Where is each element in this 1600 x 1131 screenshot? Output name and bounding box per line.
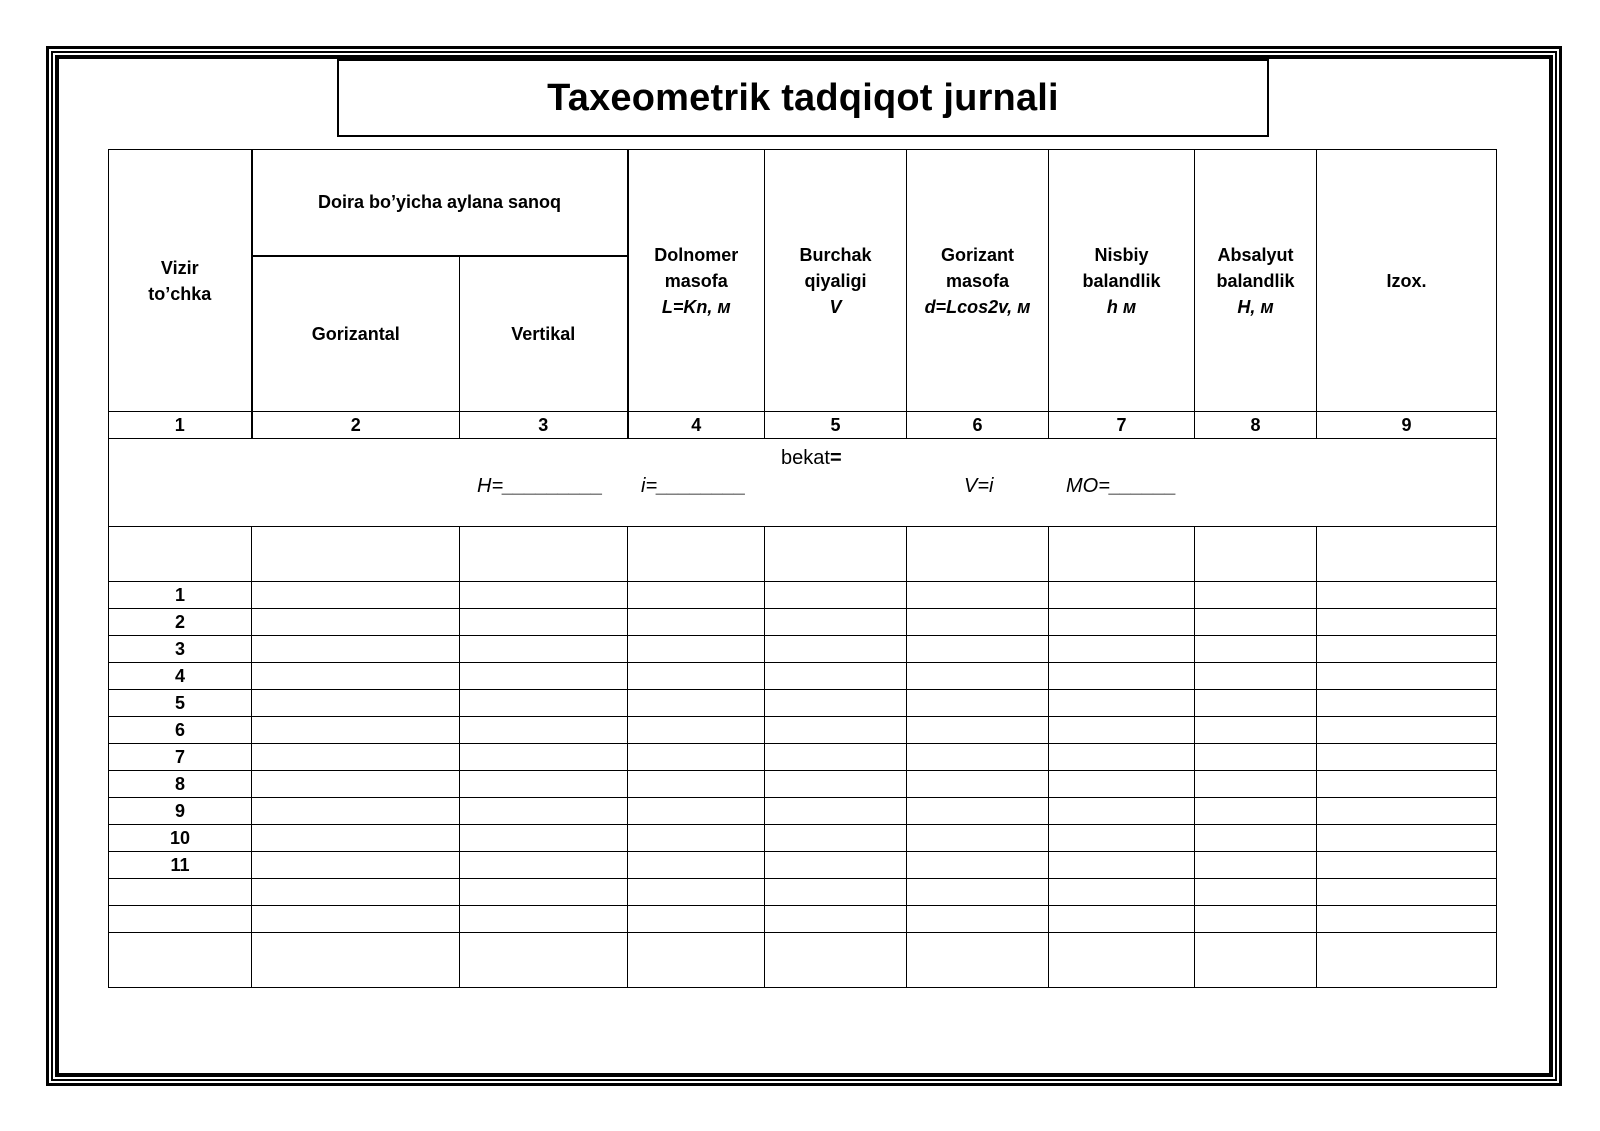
header-gorizant-line2: masofa xyxy=(945,270,1010,291)
header-burchak-qiyaligi xyxy=(765,150,907,412)
header-vizir-line1: Vizir xyxy=(160,257,199,278)
entry-cell[interactable] xyxy=(1317,852,1497,879)
header-gorizant-masofa xyxy=(907,150,1049,412)
column-number: 3 xyxy=(460,412,628,439)
bekat-text: bekat xyxy=(781,447,830,469)
entry-cell[interactable] xyxy=(907,771,1049,798)
entry-cell[interactable] xyxy=(765,906,907,933)
entry-cell[interactable] xyxy=(907,906,1049,933)
entry-cell[interactable] xyxy=(628,690,765,717)
entry-cell[interactable] xyxy=(460,771,628,798)
entry-cell[interactable] xyxy=(765,933,907,988)
entry-cell[interactable] xyxy=(1195,771,1317,798)
entry-cell[interactable] xyxy=(1317,825,1497,852)
column-number: 1 xyxy=(109,412,252,439)
table-row xyxy=(109,906,1497,933)
entry-cell[interactable] xyxy=(1317,527,1497,582)
entry-cell[interactable] xyxy=(765,609,907,636)
entry-cell[interactable] xyxy=(252,527,460,582)
row-number-cell[interactable]: 11 xyxy=(109,852,252,879)
header-vizir-line2: to’chka xyxy=(148,283,212,304)
header-dolnomer-line2: masofa xyxy=(664,270,728,291)
entry-cell[interactable] xyxy=(765,825,907,852)
entry-cell[interactable] xyxy=(460,798,628,825)
entry-cell[interactable] xyxy=(460,906,628,933)
header-absalyut-balandlik xyxy=(1195,150,1317,412)
column-number: 8 xyxy=(1195,412,1317,439)
entry-cell[interactable] xyxy=(252,771,460,798)
table-row xyxy=(109,852,1497,879)
entry-cell[interactable] xyxy=(252,582,460,609)
header-nisbiy-line2: balandlik xyxy=(1082,270,1161,291)
entry-cell[interactable] xyxy=(1195,906,1317,933)
entry-cell[interactable] xyxy=(765,527,907,582)
entry-cell[interactable] xyxy=(1049,771,1195,798)
table-row xyxy=(109,825,1497,852)
entry-cell[interactable] xyxy=(765,663,907,690)
header-burchak-formula: V xyxy=(829,296,842,317)
entry-cell[interactable] xyxy=(628,825,765,852)
entry-cell[interactable] xyxy=(907,933,1049,988)
tacheometric-journal-table xyxy=(108,149,1497,988)
table-row xyxy=(109,527,1497,582)
zero-place-MO: MO=______ xyxy=(1066,475,1177,497)
entry-cell[interactable] xyxy=(1317,717,1497,744)
entry-cell[interactable] xyxy=(628,798,765,825)
row-number-cell[interactable]: 6 xyxy=(109,717,252,744)
header-gorizantal: Gorizantal xyxy=(252,256,460,412)
entry-cell[interactable] xyxy=(460,825,628,852)
entry-cell[interactable] xyxy=(907,636,1049,663)
entry-cell[interactable] xyxy=(765,636,907,663)
row-number-cell[interactable] xyxy=(109,527,252,582)
entry-cell[interactable] xyxy=(1049,636,1195,663)
table-row xyxy=(109,717,1497,744)
entry-cell[interactable] xyxy=(907,582,1049,609)
table-row xyxy=(109,582,1497,609)
instrument-height-i: i=________ xyxy=(641,475,747,497)
header-izox: Izox. xyxy=(1317,150,1497,412)
entry-cell[interactable] xyxy=(1049,852,1195,879)
entry-cell[interactable] xyxy=(460,744,628,771)
entry-cell[interactable] xyxy=(765,582,907,609)
entry-cell[interactable] xyxy=(252,744,460,771)
table-row xyxy=(109,933,1497,988)
table-row xyxy=(109,771,1497,798)
entry-cell[interactable] xyxy=(628,527,765,582)
entry-cell[interactable] xyxy=(460,663,628,690)
header-dolnomer-line1: Dolnomer xyxy=(654,244,739,265)
bekat-label xyxy=(781,445,842,471)
column-number: 2 xyxy=(252,412,460,439)
entry-cell[interactable] xyxy=(628,582,765,609)
sighting-height-V: V=i xyxy=(964,475,994,497)
entry-cell[interactable] xyxy=(1317,636,1497,663)
table-row xyxy=(109,879,1497,906)
table-row xyxy=(109,663,1497,690)
table-row xyxy=(109,609,1497,636)
entry-cell[interactable] xyxy=(628,609,765,636)
entry-cell[interactable] xyxy=(1317,690,1497,717)
entry-cell[interactable] xyxy=(1049,527,1195,582)
entry-cell[interactable] xyxy=(1049,609,1195,636)
entry-cell[interactable] xyxy=(252,609,460,636)
entry-cell[interactable] xyxy=(1195,527,1317,582)
column-number: 5 xyxy=(765,412,907,439)
entry-cell[interactable] xyxy=(252,798,460,825)
bekat-equals: = xyxy=(829,447,842,469)
row-number-cell[interactable]: 10 xyxy=(109,825,252,852)
row-number-cell[interactable] xyxy=(109,933,252,988)
entry-cell[interactable] xyxy=(1049,933,1195,988)
header-dolnomer-formula: L=Kn, м xyxy=(661,296,731,317)
header-doira-boyicha: Doira bo’yicha aylana sanoq xyxy=(252,150,628,256)
entry-cell[interactable] xyxy=(628,852,765,879)
table-row xyxy=(109,690,1497,717)
entry-cell[interactable] xyxy=(765,717,907,744)
entry-cell[interactable] xyxy=(252,906,460,933)
entry-cell[interactable] xyxy=(907,852,1049,879)
entry-cell[interactable] xyxy=(1317,744,1497,771)
header-nisbiy-line1: Nisbiy xyxy=(1094,244,1149,265)
entry-cell[interactable] xyxy=(252,717,460,744)
entry-cell[interactable] xyxy=(1317,609,1497,636)
entry-cell[interactable] xyxy=(907,663,1049,690)
row-number-cell[interactable]: 8 xyxy=(109,771,252,798)
entry-cell[interactable] xyxy=(460,933,628,988)
row-number-cell[interactable] xyxy=(109,906,252,933)
entry-cell[interactable] xyxy=(1195,744,1317,771)
entry-cell[interactable] xyxy=(1195,609,1317,636)
header-burchak-line1: Burchak xyxy=(799,244,872,265)
entry-cell[interactable] xyxy=(907,717,1049,744)
entry-cell[interactable] xyxy=(765,852,907,879)
entry-cell[interactable] xyxy=(252,852,460,879)
header-nisbiy-formula: h м xyxy=(1106,296,1137,317)
station-row xyxy=(109,439,1497,527)
entry-cell[interactable] xyxy=(1195,636,1317,663)
entry-cell[interactable] xyxy=(765,690,907,717)
entry-cell[interactable] xyxy=(1317,906,1497,933)
entry-cell[interactable] xyxy=(460,582,628,609)
entry-cell[interactable] xyxy=(628,933,765,988)
page-title: Taxeometrik tadqiqot jurnali xyxy=(547,76,1059,119)
header-vertikal: Vertikal xyxy=(460,256,628,412)
entry-cell[interactable] xyxy=(252,663,460,690)
row-number-cell[interactable]: 7 xyxy=(109,744,252,771)
entry-cell[interactable] xyxy=(1317,582,1497,609)
entry-cell[interactable] xyxy=(765,879,907,906)
entry-cell[interactable] xyxy=(1195,582,1317,609)
entry-cell[interactable] xyxy=(1049,879,1195,906)
entry-cell[interactable] xyxy=(1317,933,1497,988)
station-height-H: H=_________ xyxy=(477,475,604,497)
entry-cell[interactable] xyxy=(1195,879,1317,906)
table-row xyxy=(109,636,1497,663)
header-absalyut-formula: H, м xyxy=(1237,296,1274,317)
entry-cell[interactable] xyxy=(907,609,1049,636)
entry-cell[interactable] xyxy=(1049,582,1195,609)
row-number-cell[interactable]: 5 xyxy=(109,690,252,717)
entry-cell[interactable] xyxy=(765,771,907,798)
entry-cell[interactable] xyxy=(907,879,1049,906)
entry-cell[interactable] xyxy=(628,771,765,798)
entry-cell[interactable] xyxy=(907,798,1049,825)
entry-cell[interactable] xyxy=(628,717,765,744)
column-number: 4 xyxy=(628,412,765,439)
header-absalyut-line1: Absalyut xyxy=(1217,244,1294,265)
entry-cell[interactable] xyxy=(628,906,765,933)
entry-cell[interactable] xyxy=(628,636,765,663)
table-row xyxy=(109,798,1497,825)
table-row xyxy=(109,744,1497,771)
entry-cell[interactable] xyxy=(1195,690,1317,717)
entry-cell[interactable] xyxy=(252,690,460,717)
entry-cell[interactable] xyxy=(907,825,1049,852)
entry-cell[interactable] xyxy=(1049,744,1195,771)
entry-cell[interactable] xyxy=(460,609,628,636)
column-number: 9 xyxy=(1317,412,1497,439)
header-gorizant-formula: d=Lcos2v, м xyxy=(924,296,1031,317)
column-number: 6 xyxy=(907,412,1049,439)
header-vizir-tochka xyxy=(109,150,252,412)
entry-cell[interactable] xyxy=(252,933,460,988)
row-number-cell[interactable] xyxy=(109,879,252,906)
entry-cell[interactable] xyxy=(252,825,460,852)
entry-cell[interactable] xyxy=(1049,825,1195,852)
entry-cell[interactable] xyxy=(1195,798,1317,825)
entry-cell[interactable] xyxy=(1317,879,1497,906)
entry-cell[interactable] xyxy=(1049,798,1195,825)
entry-cell[interactable] xyxy=(765,798,907,825)
entry-cell[interactable] xyxy=(907,527,1049,582)
entry-cell[interactable] xyxy=(1049,690,1195,717)
entry-cell[interactable] xyxy=(460,690,628,717)
entry-cell[interactable] xyxy=(1195,663,1317,690)
entry-cell[interactable] xyxy=(460,717,628,744)
entry-cell[interactable] xyxy=(628,879,765,906)
header-gorizant-line1: Gorizant xyxy=(940,244,1014,265)
entry-cell[interactable] xyxy=(1317,798,1497,825)
entry-cell[interactable] xyxy=(252,636,460,663)
entry-cell[interactable] xyxy=(1317,771,1497,798)
header-absalyut-line2: balandlik xyxy=(1216,270,1295,291)
entry-cell[interactable] xyxy=(1195,717,1317,744)
data-rows xyxy=(109,527,1497,988)
entry-cell[interactable] xyxy=(1049,717,1195,744)
row-number-cell[interactable]: 4 xyxy=(109,663,252,690)
entry-cell[interactable] xyxy=(1195,852,1317,879)
entry-cell[interactable] xyxy=(460,527,628,582)
header-nisbiy-balandlik xyxy=(1049,150,1195,412)
entry-cell[interactable] xyxy=(907,690,1049,717)
station-info-cell xyxy=(109,439,1497,527)
column-number: 7 xyxy=(1049,412,1195,439)
row-number-cell[interactable]: 1 xyxy=(109,582,252,609)
header-dolnomer-masofa xyxy=(628,150,765,412)
entry-cell[interactable] xyxy=(1317,663,1497,690)
title-box xyxy=(337,59,1269,137)
entry-cell[interactable] xyxy=(628,663,765,690)
entry-cell[interactable] xyxy=(460,636,628,663)
entry-cell[interactable] xyxy=(765,744,907,771)
row-number-cell[interactable]: 3 xyxy=(109,636,252,663)
entry-cell[interactable] xyxy=(460,852,628,879)
entry-cell[interactable] xyxy=(628,744,765,771)
column-number-row xyxy=(109,412,1497,439)
entry-cell[interactable] xyxy=(1049,663,1195,690)
entry-cell[interactable] xyxy=(1195,933,1317,988)
row-number-cell[interactable]: 9 xyxy=(109,798,252,825)
entry-cell[interactable] xyxy=(907,744,1049,771)
entry-cell[interactable] xyxy=(460,879,628,906)
entry-cell[interactable] xyxy=(252,879,460,906)
header-burchak-line2: qiyaligi xyxy=(804,270,867,291)
entry-cell[interactable] xyxy=(1195,825,1317,852)
entry-cell[interactable] xyxy=(1049,906,1195,933)
row-number-cell[interactable]: 2 xyxy=(109,609,252,636)
